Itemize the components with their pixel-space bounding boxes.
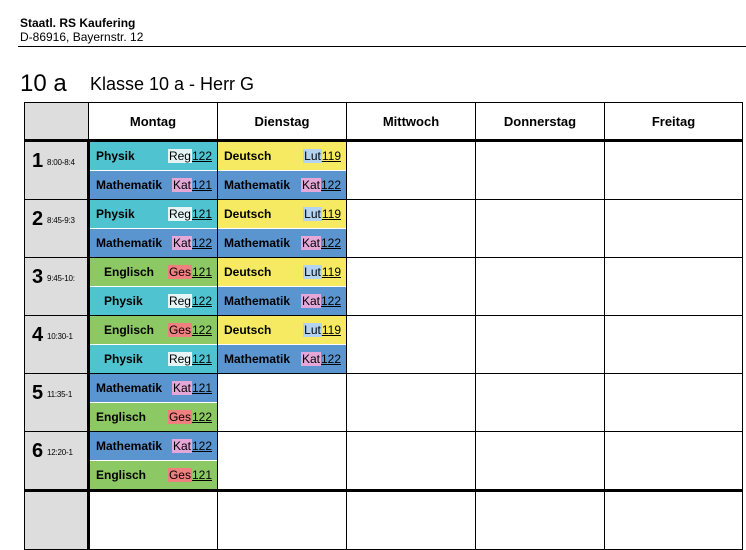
period-time: 12:20-1	[47, 448, 73, 457]
period-time: 11:35-1	[47, 390, 73, 399]
lesson-cell-montag[interactable]	[89, 432, 218, 491]
period-time: 8:00-8:4	[47, 158, 75, 167]
lesson-cell-mittwoch[interactable]	[347, 316, 476, 374]
class-code: 10 a	[20, 70, 67, 97]
lesson-cell-montag[interactable]	[89, 316, 218, 374]
lesson-teacher: Ges	[168, 410, 191, 424]
lesson-teacher: Ges	[168, 468, 191, 482]
lesson-entry[interactable]	[90, 461, 217, 489]
lesson-teacher: Ges	[168, 323, 191, 337]
lesson-room[interactable]: 122	[320, 236, 341, 250]
corner-cell	[25, 103, 89, 141]
lesson-room[interactable]: 122	[191, 236, 212, 250]
lesson-teacher: Reg	[168, 149, 191, 163]
lesson-room[interactable]: 122	[191, 410, 212, 424]
period-cell	[25, 491, 89, 550]
lesson-room[interactable]: 122	[191, 294, 212, 308]
lesson-cell-freitag[interactable]	[605, 200, 743, 258]
period-row	[25, 316, 743, 374]
lesson-cell-freitag[interactable]	[605, 374, 743, 432]
day-header-montag: Montag	[89, 103, 218, 141]
lesson-subject: Deutsch	[224, 323, 272, 337]
period-cell	[25, 258, 89, 316]
lesson-cell-donnerstag[interactable]	[476, 258, 605, 316]
lesson-entry[interactable]	[90, 374, 217, 402]
lesson-entry[interactable]	[90, 287, 217, 315]
period-number: 6	[32, 440, 44, 462]
lesson-cell-montag[interactable]	[89, 374, 218, 432]
lesson-room[interactable]: 121	[191, 468, 212, 482]
period-time: 8:45-9:3	[47, 216, 75, 225]
lesson-room[interactable]: 122	[191, 439, 212, 453]
lesson-cell-mittwoch[interactable]	[347, 258, 476, 316]
lesson-teacher: Kat	[301, 178, 320, 192]
lesson-teacher: Lut	[304, 149, 321, 163]
lesson-teacher: Reg	[168, 207, 191, 221]
lesson-room[interactable]: 121	[191, 352, 212, 366]
lesson-entry[interactable]	[218, 316, 346, 344]
lesson-cell-donnerstag[interactable]	[476, 200, 605, 258]
lesson-cell-montag[interactable]	[89, 491, 218, 550]
lesson-room[interactable]: 122	[320, 294, 341, 308]
period-cell	[25, 200, 89, 258]
day-header-freitag: Freitag	[605, 103, 743, 141]
lesson-teacher: Kat	[172, 439, 191, 453]
lesson-entry[interactable]	[218, 142, 346, 170]
lesson-cell-dienstag[interactable]	[218, 316, 347, 374]
lesson-cell-donnerstag[interactable]	[476, 491, 605, 550]
timetable	[24, 102, 743, 550]
lesson-cell-dienstag[interactable]	[218, 491, 347, 550]
lesson-room[interactable]: 121	[191, 207, 212, 221]
lesson-entry[interactable]	[90, 316, 217, 344]
lesson-room[interactable]: 121	[191, 381, 212, 395]
lesson-teacher: Kat	[301, 294, 320, 308]
period-row	[25, 491, 743, 550]
lesson-subject: Mathematik	[96, 381, 163, 395]
lesson-subject: Mathematik	[224, 352, 291, 366]
lesson-cell-dienstag[interactable]	[218, 141, 347, 200]
school-name: Staatl. RS Kaufering	[20, 16, 136, 30]
period-cell	[25, 316, 89, 374]
period-row	[25, 258, 743, 316]
lesson-subject: Deutsch	[224, 265, 272, 279]
lesson-subject: Englisch	[104, 323, 155, 337]
day-header-donnerstag: Donnerstag	[476, 103, 605, 141]
lesson-cell-dienstag[interactable]	[218, 258, 347, 316]
lesson-subject: Mathematik	[224, 236, 291, 250]
lesson-entry[interactable]	[90, 403, 217, 431]
class-title: Klasse 10 a - Herr G	[90, 74, 255, 94]
lesson-cell-montag[interactable]	[89, 258, 218, 316]
lesson-room[interactable]: 121	[191, 178, 212, 192]
lesson-cell-dienstag[interactable]	[218, 432, 347, 491]
lesson-subject: Physik	[104, 294, 143, 308]
lesson-teacher: Kat	[172, 381, 191, 395]
lesson-subject: Mathematik	[224, 178, 291, 192]
lesson-teacher: Reg	[168, 352, 191, 366]
lesson-teacher: Kat	[301, 352, 320, 366]
period-row	[25, 200, 743, 258]
lesson-entry[interactable]	[90, 200, 217, 228]
lesson-cell-freitag[interactable]	[605, 258, 743, 316]
lesson-teacher: Kat	[172, 178, 191, 192]
lesson-subject: Englisch	[96, 410, 147, 424]
lesson-subject: Mathematik	[96, 178, 163, 192]
lesson-subject: Englisch	[104, 265, 155, 279]
lesson-teacher: Reg	[168, 294, 191, 308]
lesson-entry[interactable]	[90, 345, 217, 373]
lesson-subject: Mathematik	[96, 439, 163, 453]
period-row	[25, 432, 743, 491]
lesson-entry[interactable]	[90, 432, 217, 460]
lesson-entry[interactable]	[218, 171, 346, 199]
period-row	[25, 374, 743, 432]
lesson-subject: Mathematik	[96, 236, 163, 250]
lesson-room[interactable]: 119	[321, 207, 341, 221]
lesson-entry[interactable]	[90, 258, 217, 286]
lesson-teacher: Lut	[304, 265, 321, 279]
period-time: 10:30-1	[47, 332, 73, 341]
day-header-dienstag: Dienstag	[218, 103, 347, 141]
lesson-subject: Englisch	[96, 468, 147, 482]
period-cell	[25, 141, 89, 200]
lesson-room[interactable]: 121	[191, 265, 212, 279]
lesson-cell-donnerstag[interactable]	[476, 141, 605, 200]
lesson-entry[interactable]	[218, 287, 346, 315]
period-number: 1	[32, 150, 44, 172]
lesson-entry[interactable]	[90, 229, 217, 257]
lesson-teacher: Kat	[172, 236, 191, 250]
period-time: 9:45-10:	[47, 274, 75, 283]
lesson-room[interactable]: 119	[321, 265, 341, 279]
day-header-row	[25, 103, 743, 141]
lesson-subject: Physik	[96, 207, 135, 221]
period-number: 2	[32, 208, 44, 230]
lesson-entry[interactable]	[218, 229, 346, 257]
lesson-room[interactable]: 122	[191, 149, 212, 163]
period-cell	[25, 432, 89, 491]
lesson-room[interactable]: 119	[321, 323, 341, 337]
lesson-entry[interactable]	[90, 171, 217, 199]
lesson-subject: Physik	[104, 352, 143, 366]
period-number: 5	[32, 382, 44, 404]
lesson-cell-freitag[interactable]	[605, 491, 743, 550]
lesson-cell-donnerstag[interactable]	[476, 316, 605, 374]
period-row	[25, 141, 743, 200]
lesson-cell-freitag[interactable]	[605, 316, 743, 374]
period-cell	[25, 374, 89, 432]
lesson-subject: Deutsch	[224, 149, 272, 163]
lesson-entry[interactable]	[218, 200, 346, 228]
lesson-entry[interactable]	[218, 345, 346, 373]
period-number: 3	[32, 266, 44, 288]
lesson-subject: Physik	[96, 149, 135, 163]
lesson-cell-freitag[interactable]	[605, 432, 743, 491]
lesson-subject: Deutsch	[224, 207, 272, 221]
lesson-cell-mittwoch[interactable]	[347, 374, 476, 432]
lesson-teacher: Kat	[301, 236, 320, 250]
lesson-cell-dienstag[interactable]	[218, 374, 347, 432]
lesson-room[interactable]: 122	[320, 178, 341, 192]
lesson-cell-dienstag[interactable]	[218, 200, 347, 258]
lesson-cell-montag[interactable]	[89, 141, 218, 200]
lesson-room[interactable]: 122	[191, 323, 212, 337]
lesson-cell-donnerstag[interactable]	[476, 374, 605, 432]
lesson-room[interactable]: 122	[320, 352, 341, 366]
lesson-cell-freitag[interactable]	[605, 141, 743, 200]
lesson-teacher: Lut	[304, 323, 321, 337]
lesson-entry[interactable]	[90, 142, 217, 170]
lesson-cell-mittwoch[interactable]	[347, 141, 476, 200]
lesson-cell-mittwoch[interactable]	[347, 432, 476, 491]
header-divider	[18, 46, 746, 47]
lesson-cell-mittwoch[interactable]	[347, 200, 476, 258]
day-header-mittwoch: Mittwoch	[347, 103, 476, 141]
lesson-entry[interactable]	[218, 258, 346, 286]
school-address: D-86916, Bayernstr. 12	[20, 30, 144, 44]
lesson-cell-donnerstag[interactable]	[476, 432, 605, 491]
lesson-room[interactable]: 119	[321, 149, 341, 163]
lesson-cell-mittwoch[interactable]	[347, 491, 476, 550]
period-number: 4	[32, 324, 44, 346]
lesson-subject: Mathematik	[224, 294, 291, 308]
lesson-teacher: Ges	[168, 265, 191, 279]
lesson-teacher: Lut	[304, 207, 321, 221]
lesson-cell-montag[interactable]	[89, 200, 218, 258]
